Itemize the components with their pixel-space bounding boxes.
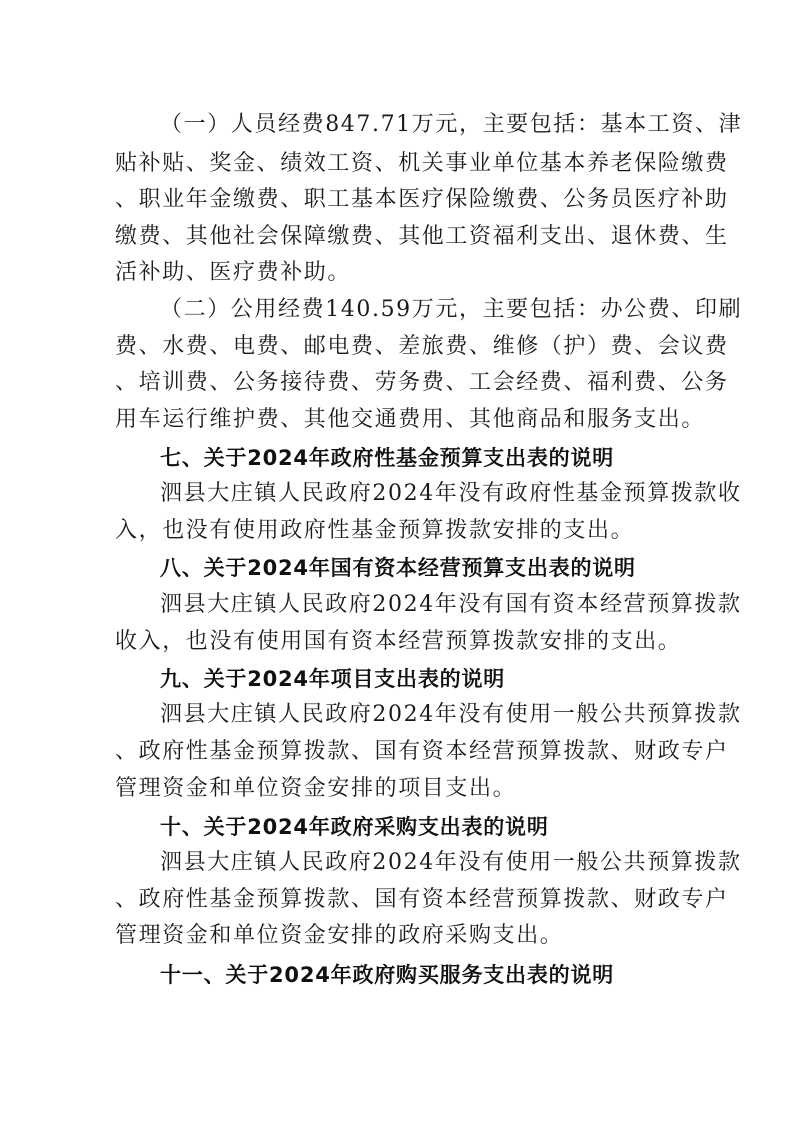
personnel-paragraph-line-2: 贴补贴、奖金、绩效工资、机关事业单位基本养老保险缴费 xyxy=(115,151,729,176)
section-9-line-2: 、政府性基金预算拨款、国有资本经营预算拨款、财政专户 xyxy=(115,739,729,764)
section-9-line-3: 管理资金和单位资金安排的项目支出。 xyxy=(115,776,517,801)
public-paragraph-line-2: 费、水费、电费、邮电费、差旅费、维修（护）费、会议费 xyxy=(115,334,729,359)
section-10-line-3: 管理资金和单位资金安排的政府采购支出。 xyxy=(115,923,564,948)
public-paragraph-line-4: 用车运行维护费、其他交通费用、其他商品和服务支出。 xyxy=(115,407,706,432)
public-paragraph-line-1: （二）公用经费140.59万元，主要包括：办公费、印刷 xyxy=(160,297,743,322)
personnel-paragraph-line-3: 、职业年金缴费、职工基本医疗保险缴费、公务员医疗补助 xyxy=(115,187,729,212)
section-8-line-1: 泗县大庄镇人民政府2024年没有国有资本经营预算拨款 xyxy=(160,592,742,617)
personnel-paragraph-line-4: 缴费、其他社会保障缴费、其他工资福利支出、退休费、生 xyxy=(115,224,729,249)
section-10-line-2: 、政府性基金预算拨款、国有资本经营预算拨款、财政专户 xyxy=(115,887,729,912)
personnel-paragraph-line-5: 活补助、医疗费补助。 xyxy=(115,260,352,285)
section-7-heading: 七、关于2024年政府性基金预算支出表的说明 xyxy=(160,446,615,470)
public-paragraph-line-3: 、培训费、公务接待费、劳务费、工会经费、福利费、公务 xyxy=(115,370,729,395)
section-7-line-1: 泗县大庄镇人民政府2024年没有政府性基金预算拨款收 xyxy=(160,481,742,506)
section-7-line-2: 入，也没有使用政府性基金预算拨款安排的支出。 xyxy=(115,518,635,543)
section-11-heading: 十一、关于2024年政府购买服务支出表的说明 xyxy=(160,963,615,987)
section-10-heading: 十、关于2024年政府采购支出表的说明 xyxy=(160,815,549,839)
personnel-paragraph-line-1: （一）人员经费847.71万元，主要包括：基本工资、津 xyxy=(160,112,743,137)
section-10-line-1: 泗县大庄镇人民政府2024年没有使用一般公共预算拨款 xyxy=(160,850,742,875)
section-9-heading: 九、关于2024年项目支出表的说明 xyxy=(160,667,506,691)
section-8-line-2: 收入，也没有使用国有资本经营预算拨款安排的支出。 xyxy=(115,629,682,654)
section-8-heading: 八、关于2024年国有资本经营预算支出表的说明 xyxy=(160,556,636,580)
section-9-line-1: 泗县大庄镇人民政府2024年没有使用一般公共预算拨款 xyxy=(160,702,742,727)
